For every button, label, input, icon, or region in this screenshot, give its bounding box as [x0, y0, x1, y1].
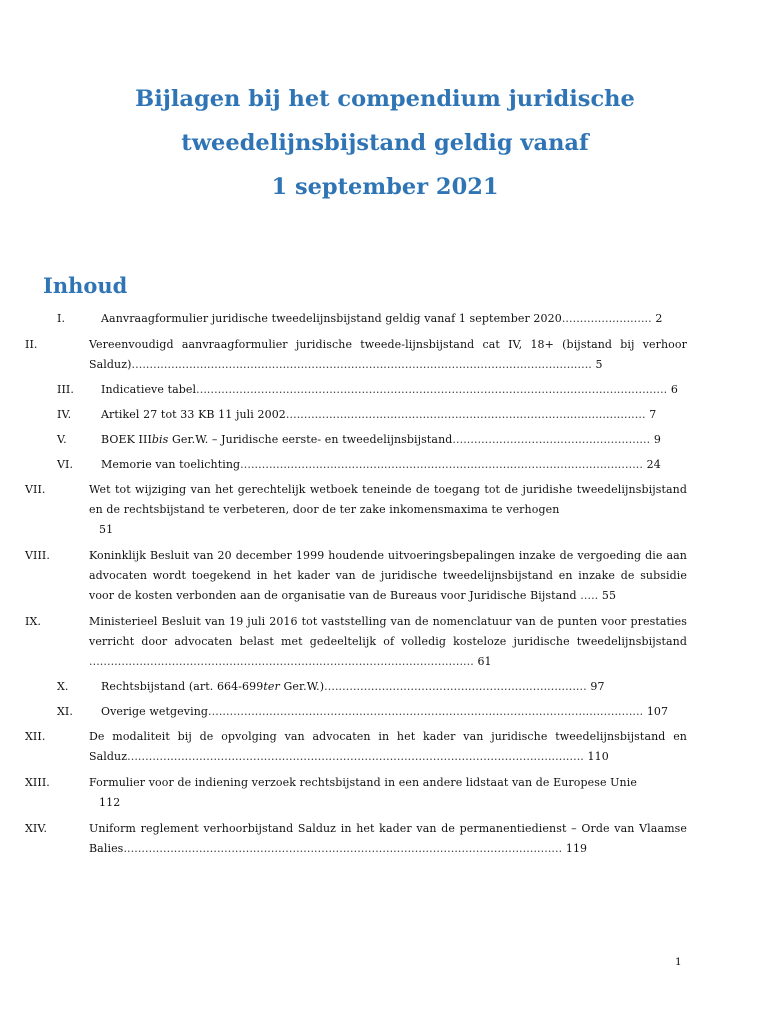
- toc-entry-title: BOEK III: [101, 433, 152, 446]
- toc-entry-title: Aanvraagformulier juridische tweedelijnsbijstand geldig vanaf 1 september 2020: [101, 312, 562, 325]
- toc-entry-leader: ................................................................................................................................: [131, 358, 592, 371]
- toc-entry-page: 107: [646, 705, 669, 718]
- toc-entry-number: IV.: [57, 408, 72, 421]
- toc-entry[interactable]: [25, 819, 687, 859]
- toc-entry-number: IX.: [25, 615, 41, 628]
- toc-entry-title: Indicatieve tabel: [101, 383, 197, 396]
- toc-entry-number: XI.: [57, 705, 73, 718]
- toc-entry[interactable]: [25, 612, 687, 672]
- toc-entry-number: VIII.: [25, 549, 50, 562]
- toc-entry-page: 112: [99, 796, 121, 809]
- toc-entry-title: Vereenvoudigd aanvraagformulier juridische tweede-lijnsbijstand cat IV, 18+ (bijstand bij verhoor Salduz): [89, 338, 687, 371]
- toc-entry-title: Overige wetgeving: [101, 705, 209, 718]
- toc-entry[interactable]: [57, 702, 687, 722]
- title-line-3: 1 september 2021: [271, 174, 499, 200]
- toc-entry-title: Memorie van toelichting: [101, 458, 241, 471]
- toc-entry-number: III.: [57, 383, 74, 396]
- toc-entry[interactable]: [25, 727, 687, 767]
- toc-entry-title: De modaliteit bij de opvolging van advocaten in het kader van juridische tweedelijnsbijstand en Salduz: [89, 730, 687, 763]
- toc-entry-number: XIII.: [25, 776, 50, 789]
- toc-entry-title: Wet tot wijziging van het gerechtelijk wetboek teneinde de toegang tot de juridishe tweedelijnsbijstand en de rechtsbijstand te verbeteren, door de ter zake inkomensmaxima te verhogen: [89, 483, 687, 516]
- toc-entry[interactable]: [57, 380, 687, 400]
- toc-entry-title: Rechtsbijstand (art. 664-699: [101, 680, 264, 693]
- toc-entry-leader: .....: [580, 589, 599, 602]
- toc-entry-page: 119: [565, 842, 588, 855]
- table-of-contents: [25, 309, 687, 859]
- toc-entry-title-rest: Ger.W.): [279, 680, 325, 693]
- toc-entry-page: 61: [477, 655, 492, 668]
- toc-entry-title: Uniform reglement verhoorbijstand Salduz in het kader van de permanentiedienst – Orde van Vlaamse Balies: [89, 822, 687, 855]
- toc-entry-number: II.: [25, 338, 38, 351]
- toc-entry-title-italic: bis: [151, 433, 169, 446]
- toc-entry[interactable]: [25, 546, 687, 606]
- toc-entry-title: Artikel 27 tot 33 KB 11 juli 2002: [101, 408, 286, 421]
- toc-entry-page: 6: [670, 383, 678, 396]
- toc-entry-leader: ...............................................................................................................................: [127, 750, 584, 763]
- toc-entry[interactable]: [57, 430, 687, 450]
- toc-entry-leader: .........................: [561, 312, 652, 325]
- document-title: [60, 84, 710, 216]
- toc-entry-title: Koninklijk Besluit van 20 december 1999 houdende uitvoeringsbepalingen inzake de vergoeding die aan advocaten wordt toegekend in het kader van de juridische tweedelijnsbijstand en inzake de subsidie voor de kosten verbonden aan de organisatie van de Bureaus voor Juridische Bijstand: [89, 549, 687, 602]
- toc-entry-page: 7: [649, 408, 657, 421]
- toc-entry[interactable]: [25, 480, 687, 540]
- toc-entry-number: VI.: [57, 458, 74, 471]
- toc-entry-number: XII.: [25, 730, 46, 743]
- toc-entry-title-rest: Ger.W. – Juridische eerste- en tweedelijnsbijstand: [168, 433, 453, 446]
- toc-entry-number: XIV.: [25, 822, 48, 835]
- toc-entry-leader: .........................................................................: [324, 680, 587, 693]
- toc-entry[interactable]: [25, 335, 687, 375]
- page-number: 1: [675, 956, 682, 968]
- toc-entry-leader: ..........................................................................................................................: [123, 842, 563, 855]
- toc-entry-number: I.: [57, 312, 66, 325]
- toc-entry-leader: .......................................................: [452, 433, 651, 446]
- toc-entry-page: 5: [595, 358, 603, 371]
- toc-entry[interactable]: [25, 773, 687, 813]
- toc-entry-leader: ...................................................................................................................................: [196, 383, 668, 396]
- toc-entry[interactable]: [57, 309, 687, 329]
- toc-entry-title: Ministerieel Besluit van 19 juli 2016 tot vaststelling van de nomenclatuur van de punten voor prestaties verricht door advocaten belast met gedeeltelijk of volledig kosteloze juridische tweedelijnsbijstand: [89, 615, 687, 648]
- toc-entry-leader: .........................................................................................................................: [208, 705, 644, 718]
- title-line-2: tweedelijnsbijstand geldig vanaf: [181, 130, 589, 156]
- toc-entry-number: VII.: [25, 483, 46, 496]
- toc-entry-title-italic: ter: [263, 680, 280, 693]
- toc-heading: Inhoud: [43, 273, 128, 298]
- toc-entry-page: 2: [655, 312, 663, 325]
- toc-entry[interactable]: [57, 405, 687, 425]
- toc-entry-page: 97: [590, 680, 605, 693]
- title-line-1: Bijlagen bij het compendium juridische: [135, 86, 635, 112]
- toc-entry-page: 51: [99, 523, 114, 536]
- toc-entry-number: X.: [57, 680, 69, 693]
- toc-entry-page: 9: [653, 433, 661, 446]
- toc-entry-page: 55: [601, 589, 617, 602]
- toc-entry[interactable]: [57, 677, 687, 697]
- toc-entry-number: V.: [57, 433, 67, 446]
- toc-entry-title: Formulier voor de indiening verzoek rechtsbijstand in een andere lidstaat van de Europese Unie: [89, 776, 637, 789]
- toc-entry-leader: ................................................................................................................: [240, 458, 643, 471]
- toc-entry-page: 110: [587, 750, 609, 763]
- toc-entry-leader: ....................................................................................................: [285, 408, 646, 421]
- toc-entry-page: 24: [646, 458, 661, 471]
- toc-entry[interactable]: [57, 455, 687, 475]
- toc-entry-leader: ...........................................................................................................: [89, 655, 474, 668]
